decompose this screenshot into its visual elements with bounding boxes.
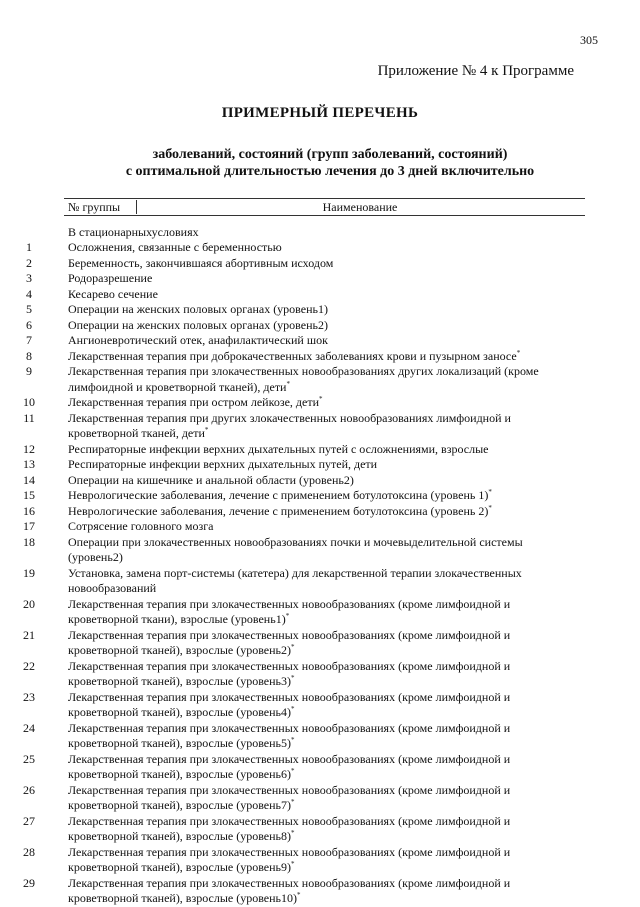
row-name-text: Лекарственная терапия при злокачественных новообразованиях (кроме лимфоидной и кроветворной тканей), взрослые (уровень10) [68,875,511,905]
table-row [0,240,640,256]
row-number: 20 [23,596,35,611]
table-row [0,473,640,489]
table-row [0,535,640,566]
table-row [0,457,640,473]
row-name [68,690,568,721]
row-number: 12 [23,441,35,456]
row-number: 4 [26,286,32,301]
table-row [0,783,640,814]
row-name-text: Лекарственная терапия при злокачественных новообразованиях (кроме лимфоидной и кроветворной тканей), взрослые (уровень8) [68,813,511,843]
row-number: 5 [26,302,32,316]
row-name [68,333,568,349]
table-row [0,659,640,690]
row-name-text: Лекарственная терапия при злокачественных новообразованиях (кроме лимфоидной и кроветворной тканей), взрослые (уровень9) [68,844,511,874]
row-number: 6 [26,317,32,332]
row-number: 27 [23,813,35,828]
table-row [0,364,640,395]
row-name [68,752,568,783]
row-number: 9 [26,364,32,378]
row-number: 24 [23,720,35,735]
footnote-marker: * [291,705,295,713]
footnote-marker: * [291,860,295,868]
row-name [68,411,568,442]
row-name [68,876,568,907]
subtitle-line-1: заболеваний, состояний (групп заболеваний, состояний) [152,147,508,162]
row-number: 14 [23,472,35,487]
row-name [68,302,568,318]
table-row [0,876,640,907]
row-name [68,473,568,489]
column-header-name: Наименование [322,200,398,214]
table-row [0,287,640,303]
row-name [68,845,568,876]
row-name [68,488,568,504]
table-top-rule [64,198,585,199]
table-row [0,690,640,721]
footnote-marker: * [291,643,295,651]
table-row [0,318,640,334]
row-number: 10 [23,395,35,409]
table-row [0,349,640,365]
footnote-marker: * [291,674,295,682]
row-name [68,349,568,365]
row-number: 19 [23,565,35,580]
row-name-text: Неврологические заболевания, лечение с применением ботулотоксина (уровень 2) [68,503,489,518]
table-row [0,271,640,287]
table-row [0,442,640,458]
row-name [68,504,568,520]
table-body [0,240,640,907]
row-name [68,814,568,845]
row-name-text: Операции на кишечнике и анальной области (уровень2) [68,472,354,487]
row-name-text: Лекарственная терапия при злокачественных новообразованиях (кроме лимфоидной и кроветворной ткани), взрослые (уровень1) [68,596,511,626]
row-name [68,457,568,473]
row-name [68,256,568,272]
table-row [0,845,640,876]
footnote-marker: * [516,348,521,357]
row-number: 26 [23,782,35,797]
table-row [0,814,640,845]
row-name [68,364,568,395]
row-name [68,628,568,659]
row-name-text: Лекарственная терапия при других злокачественных новообразованиях лимфоидной и кроветворной тканей, дети [68,410,511,440]
row-name-text: Операции на женских половых органах (уровень1) [68,302,328,316]
table-row [0,333,640,349]
row-name [68,597,568,628]
row-name [68,535,568,566]
row-number: 13 [23,457,35,471]
document-title: ПРИМЕРНЫЙ ПЕРЕЧЕНЬ [221,105,419,121]
table-row [0,256,640,272]
table-row [0,752,640,783]
table-row [0,628,640,659]
footnote-marker: * [291,767,295,775]
table-row [0,488,640,504]
table-row [0,302,640,318]
row-name [68,783,568,814]
table-row [0,395,640,411]
row-name-text: Осложнения, связанные с беременностью [68,240,282,254]
row-number: 15 [23,488,35,502]
page-number: 305 [580,33,598,47]
row-name-text: Неврологические заболевания, лечение с применением ботулотоксина (уровень 1) [68,488,489,502]
row-number: 21 [23,627,35,642]
subtitle-line-2: с оптимальной длительностью лечения до 3 дней включительно [125,164,535,179]
row-name [68,659,568,690]
footnote-marker: * [204,426,209,434]
footnote-marker: * [319,395,323,403]
document-subtitle [0,146,640,180]
row-name [68,442,568,458]
table-row [0,566,640,597]
row-number: 3 [26,271,32,285]
row-name [68,519,568,535]
row-name [68,240,568,256]
row-number: 25 [23,751,35,766]
row-name [68,271,568,287]
row-name-text: Респираторные инфекции верхних дыхательных путей с осложнениями, взрослые [68,441,489,456]
row-number: 1 [26,240,32,254]
row-name-text: Лекарственная терапия при злокачественных новообразованиях (кроме лимфоидной и кроветворной тканей), взрослые (уровень4) [68,689,511,719]
row-name-text: Лекарственная терапия при злокачественных новообразованиях (кроме лимфоидной и кроветворной тканей), взрослые (уровень7) [68,782,511,812]
row-name-text: Лекарственная терапия при злокачественных новообразованиях (кроме лимфоидной и кроветворной тканей), взрослые (уровень6) [68,751,511,781]
row-name [68,318,568,334]
row-name [68,721,568,752]
row-number: 29 [23,875,35,890]
table-row [0,597,640,628]
row-name-text: Родоразрешение [68,271,153,285]
row-name [68,395,568,411]
row-number: 2 [26,255,32,270]
row-name-text: Установка, замена порт-системы (катетера) для лекарственной терапии злокачественных новообразований [68,565,522,595]
column-header-group: № группы [68,200,137,214]
footnote-marker: * [291,798,295,806]
footnote-marker: * [488,488,492,496]
footnote-marker: * [286,379,290,388]
footnote-marker: * [297,891,301,899]
appendix-label: Приложение № 4 к Программе [377,63,574,79]
row-number: 17 [23,519,35,533]
row-name-text: Лекарственная терапия при злокачественных новообразованиях (кроме лимфоидной и кроветворной тканей), взрослые (уровень5) [68,720,511,750]
row-number: 16 [23,503,35,518]
footnote-marker: * [291,829,295,837]
table-row [0,411,640,442]
row-name-text: Лекарственная терапия при злокачественных новообразованиях других локализаций (кроме лимфоидной и кроветворной тканей), дети [68,364,539,394]
row-name-text: Лекарственная терапия при злокачественных новообразованиях (кроме лимфоидной и кроветворной тканей), взрослые (уровень3) [68,658,511,688]
row-name [68,566,568,597]
table-header-rule [64,215,585,216]
table-row [0,721,640,752]
footnote-marker: * [285,612,290,620]
footnote-marker: * [488,503,492,512]
row-number: 28 [23,844,35,859]
row-name-text: Операции на женских половых органах (уровень2) [68,317,328,332]
row-number: 18 [23,534,35,549]
row-number: 8 [26,348,32,363]
row-name-text: Лекарственная терапия при остром лейкозе, дети [68,395,319,409]
row-name-text: Беременность, закончившаяся абортивным исходом [68,255,334,270]
table-row [0,504,640,520]
section-heading: В стационарныхусловиях [68,225,199,239]
row-name-text: Лекарственная терапия при злокачественных новообразованиях (кроме лимфоидной и кроветворной тканей), взрослые (уровень2) [68,627,511,657]
table-row [0,519,640,535]
row-name-text: Кесарево сечение [68,286,158,301]
row-name-text: Ангионевротический отек, анафилактический шок [68,333,328,347]
row-name-text: Лекарственная терапия при доброкачественных заболеваниях крови и пузырном заносе [68,348,517,363]
row-number: 22 [23,658,35,673]
row-name-text: Сотрясение головного мозга [68,519,214,533]
row-name-text: Операции при злокачественных новообразованиях почки и мочевыделительной системы (уровень2) [68,534,523,564]
row-name [68,287,568,303]
row-name-text: Респираторные инфекции верхних дыхательных путей, дети [68,457,378,471]
row-number: 11 [23,410,35,425]
row-number: 23 [23,689,35,704]
footnote-marker: * [291,736,295,744]
row-number: 7 [26,333,32,347]
